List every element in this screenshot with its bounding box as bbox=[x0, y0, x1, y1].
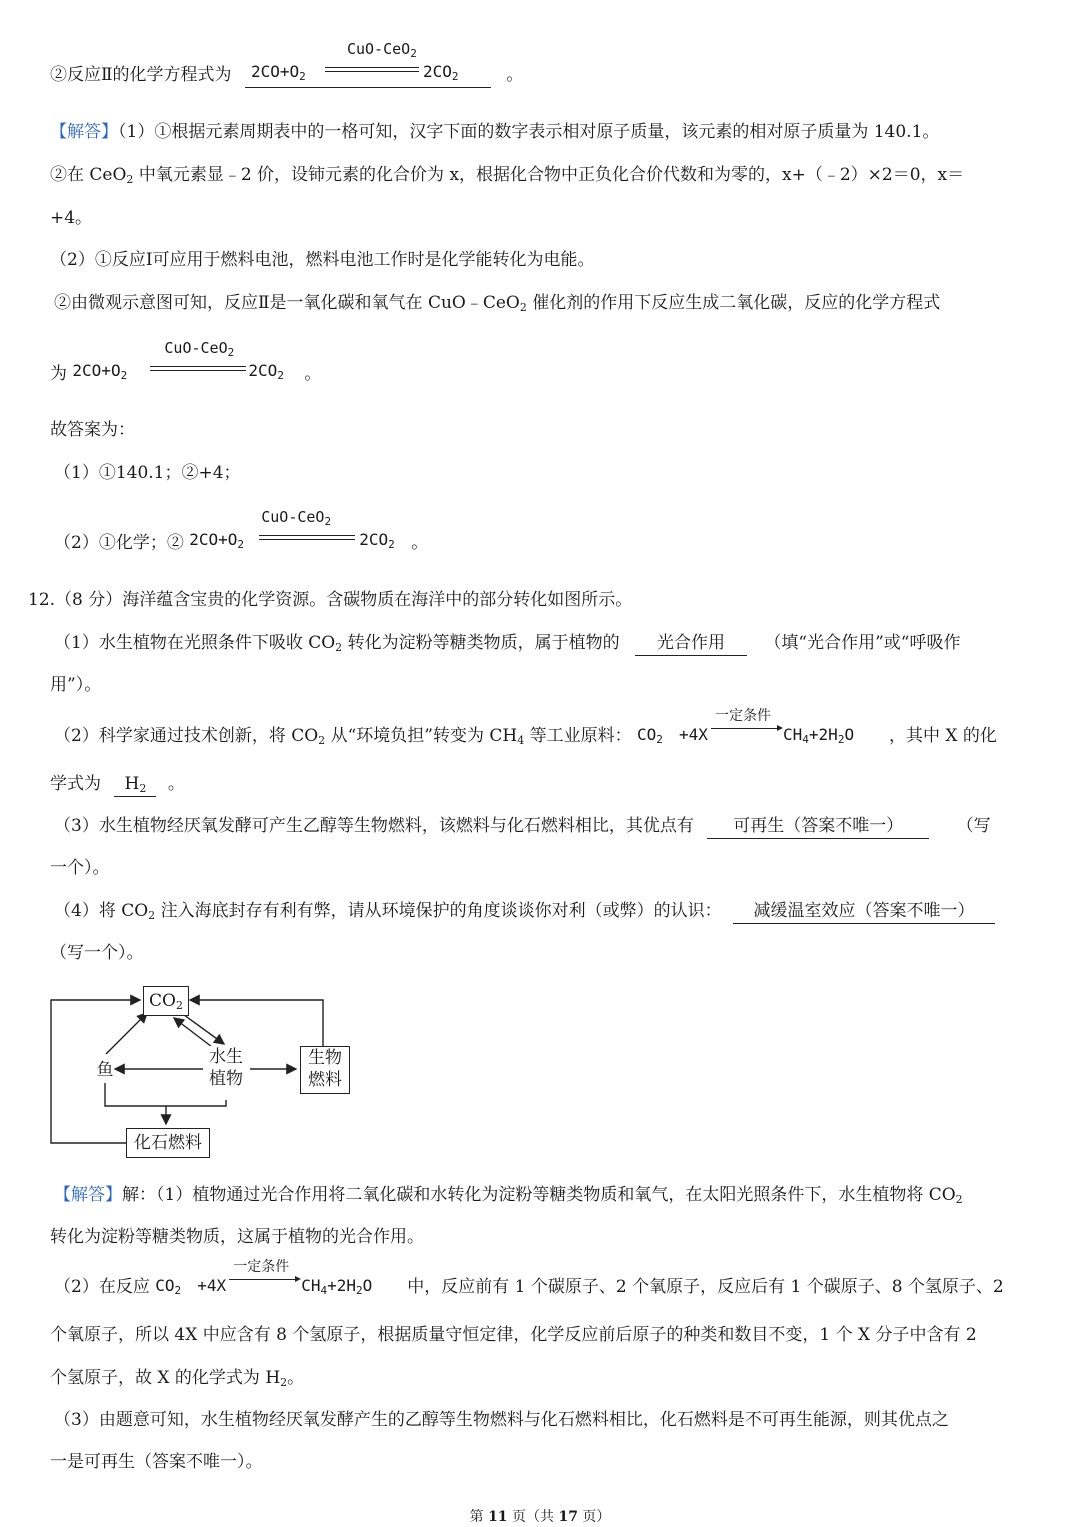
co2-box: $CO_2$ bbox=[143, 986, 189, 1016]
page-footer: 第 11 页（共 17 页） bbox=[469, 1509, 611, 1525]
q12-part2-cont: 学式为 $H_2$ 。 bbox=[50, 774, 185, 795]
answer11-line-3: +4。 bbox=[50, 208, 93, 228]
q12-answer-4: 减缓温室效应（答案不唯一） bbox=[733, 899, 995, 924]
answer11-line-7: 故答案为： bbox=[50, 420, 135, 440]
q12-answer-1: 光合作用 bbox=[635, 631, 747, 656]
ch4-equation: $CO_2$ +4X 一定条件 $CH_4+2H_2O$ bbox=[637, 708, 855, 746]
q12-part3-cont: 一个）。 bbox=[50, 858, 110, 878]
q12-part2: （2）科学家通过技术创新，将 $CO_2$ 从“环境负担”转变为 $CH_4$ 等工业原料： $CO_2$ +4X 一定条件 $CH_4+2H_2O$ ，其中 X 的化 bbox=[54, 708, 997, 747]
q12-answer-2: $H_2$ bbox=[114, 772, 156, 797]
answer11-line-4: （2）①反应Ⅰ可应用于燃料电池，燃料电池工作时是化学能转化为电能。 bbox=[50, 250, 595, 270]
page-number: 11 bbox=[488, 1509, 508, 1525]
q12-part4-cont: （写一个）。 bbox=[50, 943, 144, 963]
answer11-line-2: ②在 CeO$_2$ 中氧元素显﹣2 价，设铈元素的化合价为 x，根据化合物中正负化合价代数和为零的，x+（﹣2）×2＝0，x＝ bbox=[50, 165, 965, 186]
answer12-line-7: 一是可再生（答案不唯一）。 bbox=[50, 1452, 263, 1472]
answer12-line-1: 【解答】解：（1）植物通过光合作用将二氧化碳和水转化为淀粉等糖类物质和氧气，在太阳光照条件下，水生植物将 $CO_2$ bbox=[54, 1185, 963, 1206]
reaction-ii-line: ②反应Ⅱ的化学方程式为 $2CO+O_2$ CuO-CeO$_2$ $2CO_2$ 。 bbox=[50, 58, 523, 88]
q12-part4: （4）将 $CO_2$ 注入海底封存有利有弊，请从环境保护的角度谈谈你对利（或弊）的认识： 减缓温室效应（答案不唯一） bbox=[54, 899, 995, 924]
fossil-fuel-box: 化石燃料 bbox=[126, 1128, 210, 1158]
answer11-equation: $2CO+O_2$ CuO-CeO$_2$ $2CO_2$ bbox=[72, 339, 284, 382]
answer11-final-equation: $2CO+O_2$ CuO-CeO$_2$ $2CO_2$ bbox=[189, 508, 395, 551]
q12-answer-3: 可再生（答案不唯一） bbox=[707, 814, 929, 839]
answer11-line-1: 【解答】（1）①根据元素周期表中的一格可知，汉字下面的数字表示相对原子质量，该元素的相对原子质量为 140.1。 bbox=[50, 122, 940, 142]
answer12-line-2: 转化为淀粉等糖类物质，这属于植物的光合作用。 bbox=[50, 1227, 424, 1247]
answer11-line-9: （2）①化学；② $2CO+O_2$ CuO-CeO$_2$ $2CO_2$ 。 bbox=[54, 508, 429, 553]
biofuel-box: 生物 燃料 bbox=[300, 1046, 350, 1094]
fish-label: 鱼 bbox=[96, 1060, 114, 1080]
answer11-tag: 【解答】 bbox=[50, 122, 118, 142]
q12-part1: （1）水生植物在光照条件下吸收 $CO_2$ 转化为淀粉等糖类物质，属于植物的 光合作用 （填“光合作用”或“呼吸作 bbox=[54, 633, 961, 654]
answer12-line-4: 个氧原子，所以 4X 中应含有 8 个氢原子，根据质量守恒定律，化学反应前后原子的种类和数目不变，1 个 X 分子中含有 2 bbox=[50, 1325, 977, 1345]
answer12-line-5: 个氢原子，故 X 的化学式为 $H_2$。 bbox=[50, 1368, 305, 1389]
answer12-equation: $CO_2$ +4X 一定条件 $CH_4+2H_2O$ bbox=[155, 1259, 373, 1297]
page-total: 17 bbox=[558, 1509, 578, 1525]
answer11-line-8: （1）①140.1；②+4； bbox=[54, 463, 241, 483]
answer12-line-3: （2）在反应 $CO_2$ +4X 一定条件 $CH_4+2H_2O$ 中，反应前有 1 个碳原子、2 个氧原子，反应后有 1 个碳原子、8 个氢原子、2 bbox=[54, 1259, 1004, 1297]
reaction-ii-equation: $2CO+O_2$ CuO-CeO$_2$ $2CO_2$ bbox=[250, 40, 459, 83]
answer12-line-6: （3）由题意可知，水生植物经厌氧发酵产生的乙醇等生物燃料与化石燃料相比，化石燃料是不可再生能源，则其优点之 bbox=[54, 1410, 949, 1430]
plant-label: 水生 植物 bbox=[204, 1046, 248, 1090]
answer11-line-6: 为 $2CO+O_2$ CuO-CeO$_2$ $2CO_2$ 。 bbox=[50, 339, 322, 384]
carbon-cycle-diagram bbox=[40, 980, 360, 1160]
q12-part1-cont: 用”）。 bbox=[50, 675, 102, 695]
q12-stem: 12.（8 分）海洋蕴含宝贵的化学资源。含碳物质在海洋中的部分转化如图所示。 bbox=[28, 590, 633, 610]
q12-part3: （3）水生植物经厌氧发酵可产生乙醇等生物燃料，该燃料与化石燃料相比，其优点有 可再生（答案不唯一） （写 bbox=[54, 814, 991, 839]
answer12-tag: 【解答】 bbox=[54, 1185, 122, 1205]
reaction-ii-lead: ②反应Ⅱ的化学方程式为 bbox=[50, 65, 232, 85]
answer11-line-5: ②由微观示意图可知，反应Ⅱ是一氧化碳和氧气在 CuO﹣CeO$_2$ 催化剂的作用下反应生成二氧化碳，反应的化学方程式 bbox=[54, 293, 941, 314]
